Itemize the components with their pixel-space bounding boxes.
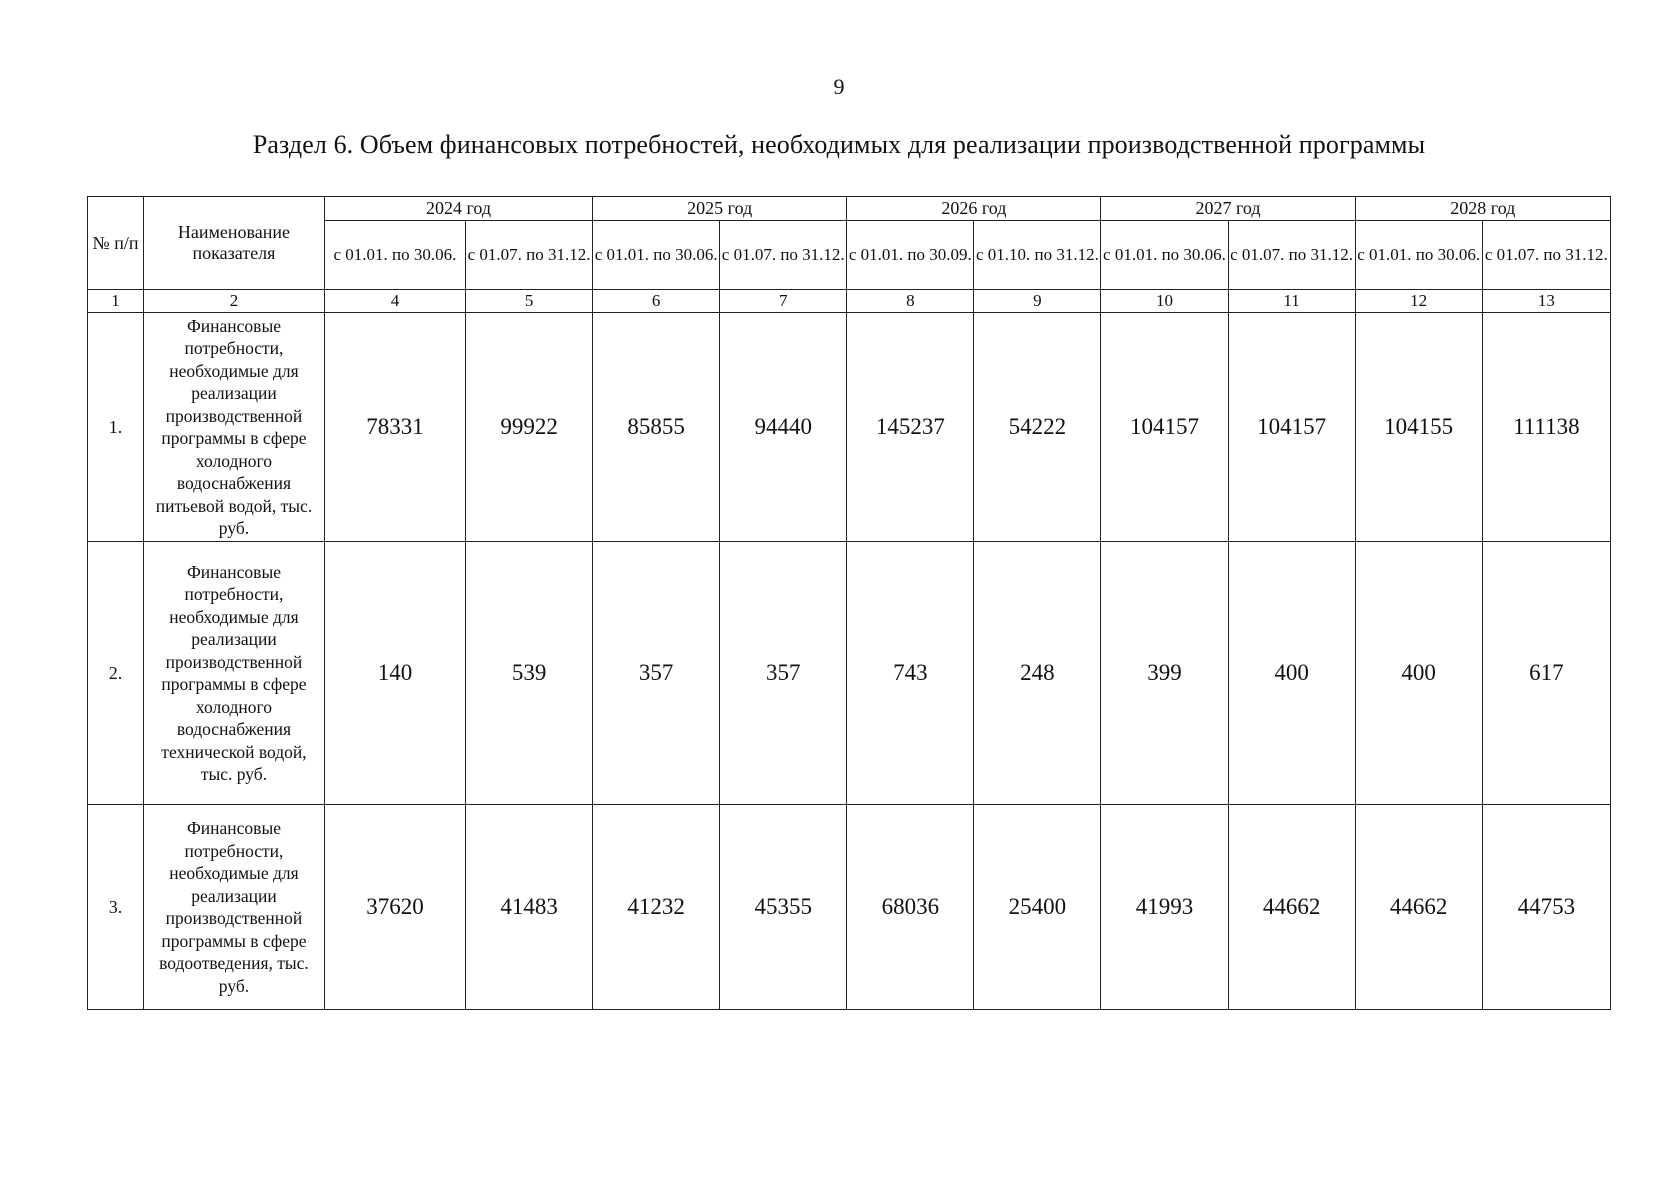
period-header: с 01.10. по 31.12. <box>974 221 1101 290</box>
column-number: 10 <box>1101 290 1228 313</box>
period-header: с 01.07. по 31.12. <box>466 221 593 290</box>
value-cell: 94440 <box>720 313 847 542</box>
row-name: Финансовые потребности, необходимые для реализации производственной программы в сфере водоотведения, тыс. руб. <box>144 805 325 1010</box>
period-header: с 01.01. по 30.06. <box>324 221 465 290</box>
value-cell: 399 <box>1101 542 1228 805</box>
value-cell: 68036 <box>847 805 974 1010</box>
col-num-header: № п/п <box>88 197 144 290</box>
col-name-header: Наименование показателя <box>144 197 325 290</box>
year-header: 2027 год <box>1101 197 1355 221</box>
value-cell: 44753 <box>1482 805 1610 1010</box>
value-cell: 41232 <box>593 805 720 1010</box>
year-header: 2028 год <box>1355 197 1610 221</box>
value-cell: 78331 <box>324 313 465 542</box>
column-number: 7 <box>720 290 847 313</box>
column-number: 1 <box>88 290 144 313</box>
financial-needs-table <box>87 196 1611 1010</box>
value-cell: 41483 <box>466 805 593 1010</box>
value-cell: 111138 <box>1482 313 1610 542</box>
value-cell: 145237 <box>847 313 974 542</box>
column-number: 4 <box>324 290 465 313</box>
period-header: с 01.01. по 30.06. <box>1355 221 1482 290</box>
value-cell: 539 <box>466 542 593 805</box>
value-cell: 357 <box>720 542 847 805</box>
value-cell: 400 <box>1355 542 1482 805</box>
column-number: 5 <box>466 290 593 313</box>
row-number: 2. <box>88 542 144 805</box>
value-cell: 99922 <box>466 313 593 542</box>
period-header: с 01.01. по 30.06. <box>1101 221 1228 290</box>
value-cell: 44662 <box>1228 805 1355 1010</box>
value-cell: 140 <box>324 542 465 805</box>
column-number: 12 <box>1355 290 1482 313</box>
row-number: 3. <box>88 805 144 1010</box>
value-cell: 400 <box>1228 542 1355 805</box>
column-number: 2 <box>144 290 325 313</box>
year-header: 2024 год <box>324 197 592 221</box>
header-row-column-numbers <box>88 290 1611 313</box>
value-cell: 357 <box>593 542 720 805</box>
value-cell: 45355 <box>720 805 847 1010</box>
value-cell: 41993 <box>1101 805 1228 1010</box>
header-row-years <box>88 197 1611 221</box>
period-header: с 01.01. по 30.06. <box>593 221 720 290</box>
row-name: Финансовые потребности, необходимые для реализации производственной программы в сфере холодного водоснабжения питьевой водой, тыс. руб. <box>144 313 325 542</box>
value-cell: 743 <box>847 542 974 805</box>
row-name: Финансовые потребности, необходимые для реализации производственной программы в сфере холодного водоснабжения технической водой, тыс. руб. <box>144 542 325 805</box>
value-cell: 104157 <box>1101 313 1228 542</box>
value-cell: 104157 <box>1228 313 1355 542</box>
row-number: 1. <box>88 313 144 542</box>
page-number: 9 <box>833 74 845 99</box>
year-header: 2026 год <box>847 197 1101 221</box>
value-cell: 85855 <box>593 313 720 542</box>
section-title: Раздел 6. Объем финансовых потребностей, необходимых для реализации производственной программы <box>252 130 1426 159</box>
table-row <box>88 542 1611 805</box>
period-header: с 01.07. по 31.12. <box>720 221 847 290</box>
value-cell: 37620 <box>324 805 465 1010</box>
column-number: 11 <box>1228 290 1355 313</box>
column-number: 8 <box>847 290 974 313</box>
value-cell: 54222 <box>974 313 1101 542</box>
table-row <box>88 313 1611 542</box>
value-cell: 104155 <box>1355 313 1482 542</box>
value-cell: 617 <box>1482 542 1610 805</box>
column-number: 6 <box>593 290 720 313</box>
value-cell: 25400 <box>974 805 1101 1010</box>
value-cell: 44662 <box>1355 805 1482 1010</box>
period-header: с 01.01. по 30.09. <box>847 221 974 290</box>
period-header: с 01.07. по 31.12. <box>1228 221 1355 290</box>
table-row <box>88 805 1611 1010</box>
column-number: 13 <box>1482 290 1610 313</box>
column-number: 9 <box>974 290 1101 313</box>
value-cell: 248 <box>974 542 1101 805</box>
period-header: с 01.07. по 31.12. <box>1482 221 1610 290</box>
year-header: 2025 год <box>593 197 847 221</box>
